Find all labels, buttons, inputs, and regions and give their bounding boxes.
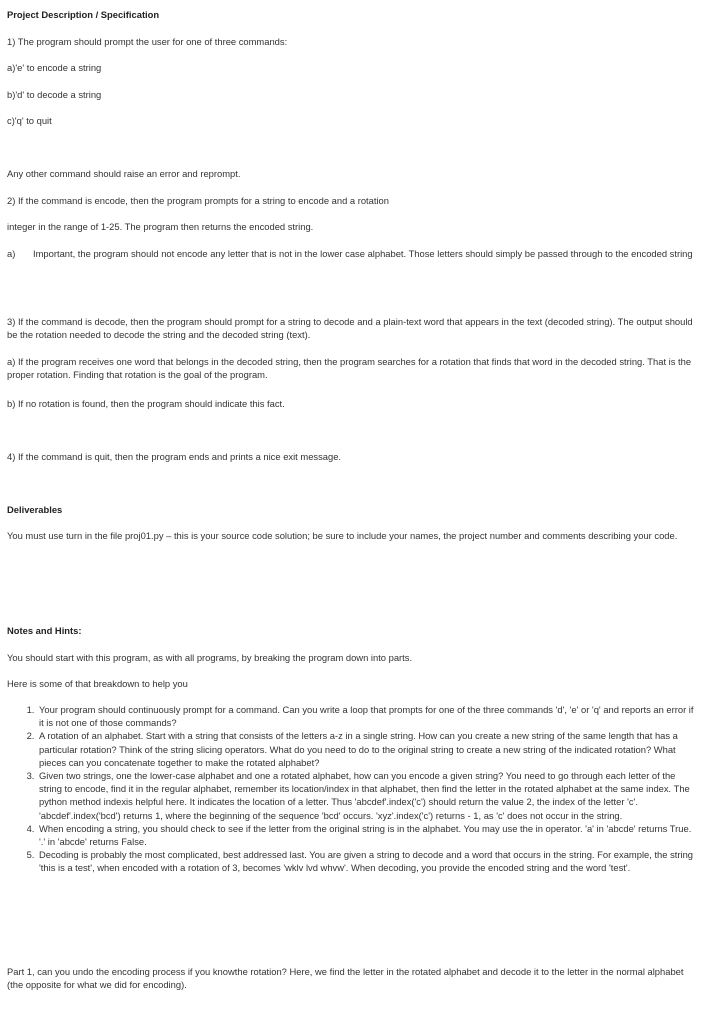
deliverables-heading: Deliverables <box>7 504 63 515</box>
other-command-text: Any other command should raise an error and reprompt. <box>7 168 241 179</box>
quit-paragraph: 4) If the command is quit, then the program ends and prints a nice exit message. <box>7 451 342 462</box>
command-encode: a)'e' to encode a string <box>7 62 102 73</box>
list-item: 3. Given two strings, one the lower-case alphabet and one a rotated alphabet, how can you encode a given string? You need to go through each letter of the string to encode, find it in the regular alphabet, remember its location/index in that alphabet, then find the letter in the rotated alphabet at the same index. The python method indexis helpful here. It indicates the location of a letter. Thus 'abcdef'.index('c') should return the value 2, the index of the letter 'c'. 'abcdef'.index('bcd') returns 1, where the beginning of the sequence 'bcd' occurs. 'xyz'.index('c') returns - 1, as 'c' does not occur in the string. <box>37 769 697 822</box>
encode-line-2: integer in the range of 1-25. The program then returns the encoded string. <box>7 221 314 232</box>
encode-note <box>7 247 697 260</box>
encode-note-marker: a) <box>7 248 16 259</box>
command-quit: c)'q' to quit <box>7 115 52 126</box>
encode-note-text: Important, the program should not encode any letter that is not in the lower case alphabet. Those letters should simply be passed through to the encoded string <box>33 248 693 259</box>
command-decode: b)'d' to decode a string <box>7 89 102 100</box>
spec-heading: Project Description / Specification <box>7 9 160 20</box>
commands-intro: 1) The program should prompt the user for one of three commands: <box>7 36 288 47</box>
notes-intro-1: You should start with this program, as with all programs, by breaking the program down into parts. <box>7 652 413 663</box>
deliverables-text: You must use turn in the file proj01.py – this is your source code solution; be sure to include your names, the project number and comments describing your code. <box>7 530 678 541</box>
encode-line-1: 2) If the command is encode, then the program prompts for a string to encode and a rotation <box>7 195 389 206</box>
list-item: 1. Your program should continuously prompt for a command. Can you write a loop that prompts for one of the three commands 'd', 'e' or 'q' and reports an error if it is not one of those commands? <box>37 703 697 729</box>
notes-heading: Notes and Hints: <box>7 625 82 636</box>
list-item: 5. Decoding is probably the most complicated, best addressed last. You are given a string to decode and a word that occurs in the string. For example, the string 'this is a test', when encoded with a rotation of 3, becomes 'wklv lvd whvw'. When decoding, you provide the encoded string and the word 'test'. <box>37 848 697 874</box>
part1-paragraph: Part 1, can you undo the encoding process if you knowthe rotation? Here, we find the letter in the rotated alphabet and decode it to the letter in the normal alphabet (the opposite for what we did for encoding). <box>7 966 684 991</box>
hints-list <box>7 703 697 875</box>
list-item: 4. When encoding a string, you should check to see if the letter from the original string is in the alphabet. You may use the in operator. 'a' in 'abcde' returns True. '.' in 'abcde' returns False. <box>37 822 697 848</box>
decode-b-paragraph: b) If no rotation is found, then the program should indicate this fact. <box>7 398 285 409</box>
decode-a-paragraph: a) If the program receives one word that belongs in the decoded string, then the program searches for a rotation that finds that word in the decoded string. That is the proper rotation. Finding that rotation is the goal of the program. <box>7 356 692 381</box>
notes-intro-2: Here is some of that breakdown to help you <box>7 678 188 689</box>
decode-paragraph: 3) If the command is decode, then the program should prompt for a string to decode and a plain-text word that appears in the text (decoded string). The output should be the rotation needed to decode the string and the decoded string (text). <box>7 316 693 341</box>
list-item: 2. A rotation of an alphabet. Start with a string that consists of the letters a-z in a single string. How can you create a new string of the same length that has a particular rotation? Think of the string slicing operators. What do you need to do to the original string to create a new string of the indicated rotation? What pieces can you concatenate together to make the rotated alphabet? <box>37 729 697 769</box>
